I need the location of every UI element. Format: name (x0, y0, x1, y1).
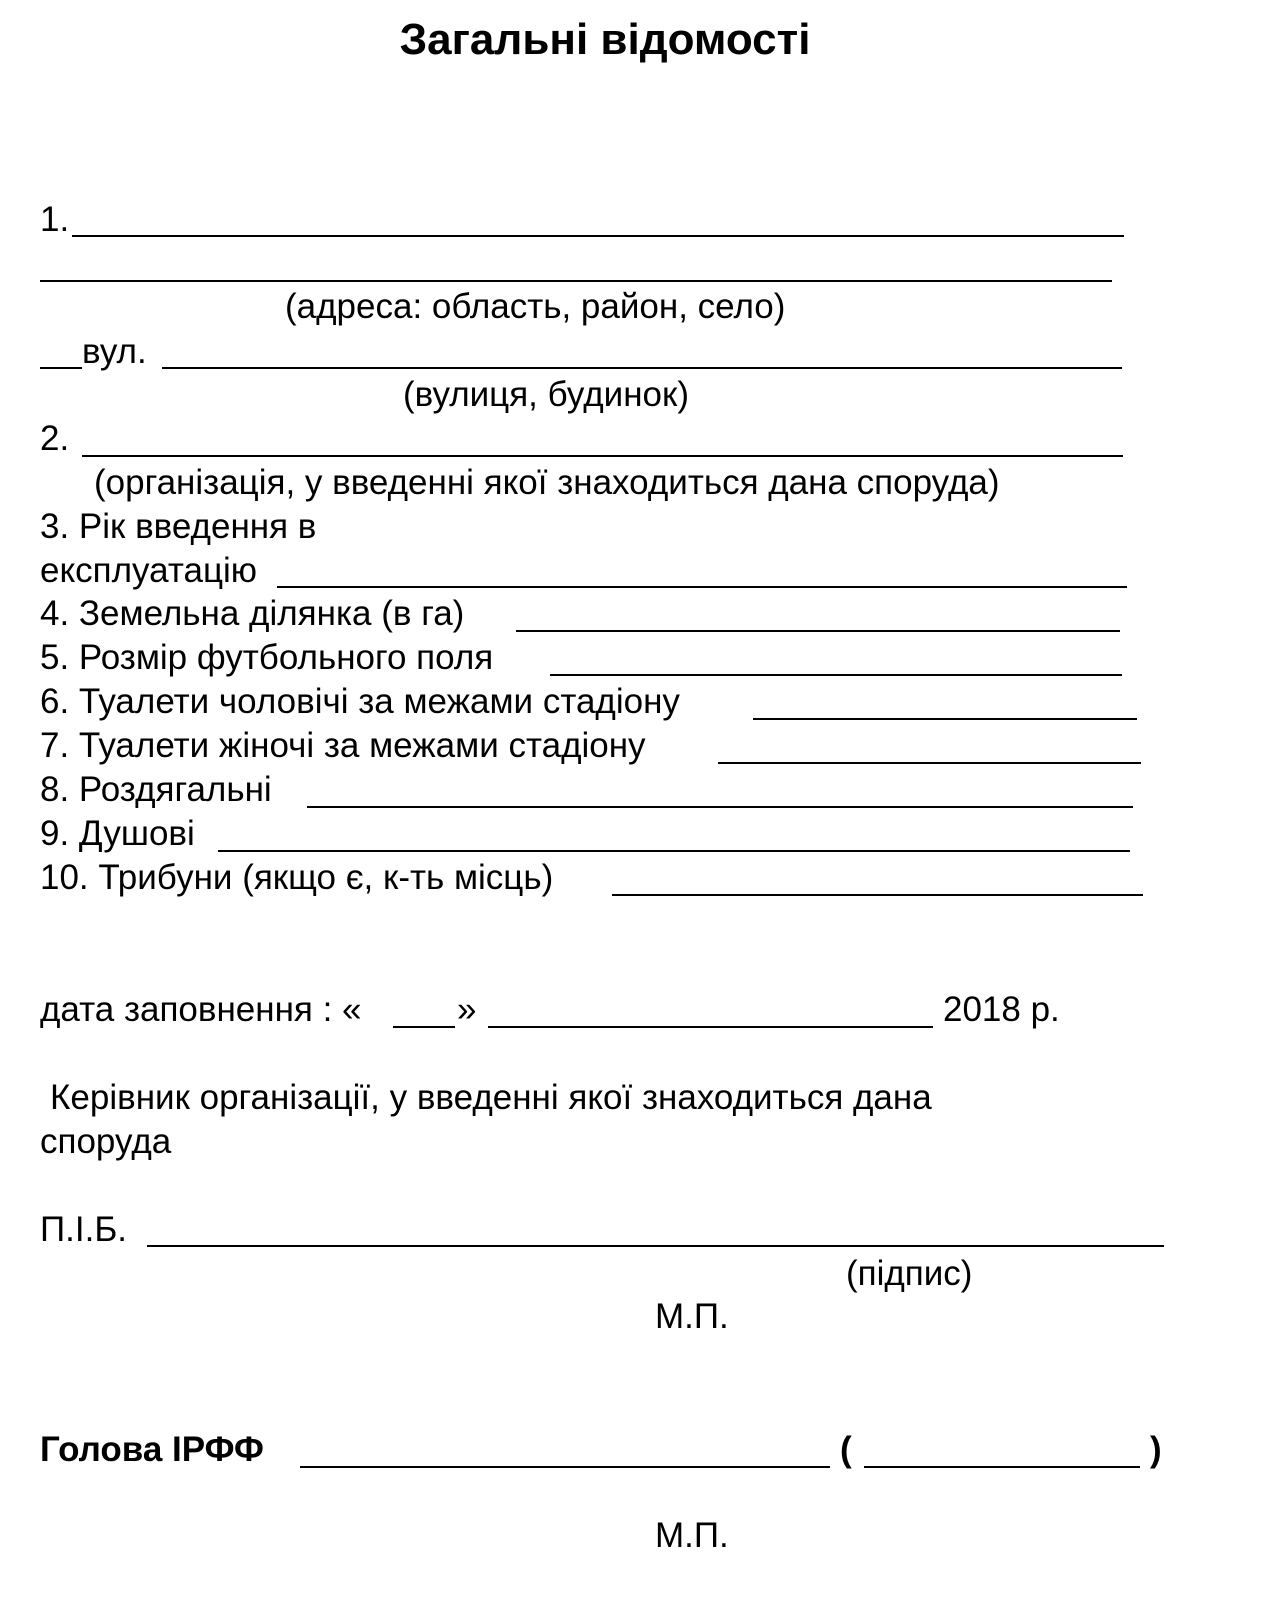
address-hint: (адреса: область, район, село) (285, 287, 786, 326)
manager-name-line[interactable] (147, 1245, 1164, 1247)
date-month-line[interactable] (488, 1026, 933, 1028)
signature-hint: (підпис) (846, 1254, 973, 1293)
date-day-line[interactable] (393, 1026, 455, 1028)
stands-line[interactable] (612, 894, 1143, 896)
item6-label: 6. Туалети чоловічі за межами стадіону (40, 682, 680, 721)
manager-text-line1: Керівник організації, у введенні якої знаходиться дана (50, 1078, 932, 1117)
head-label: Голова ІРФФ (40, 1430, 264, 1469)
street-prefix-line[interactable] (40, 367, 82, 369)
street-hint: (вулиця, будинок) (403, 375, 689, 414)
address-line-2[interactable] (40, 280, 1112, 282)
street-label: вул. (82, 332, 147, 371)
date-label: дата заповнення : « (40, 990, 362, 1029)
item8-label: 8. Роздягальні (40, 770, 272, 809)
head-name-line[interactable] (864, 1466, 1140, 1468)
address-line-1[interactable] (72, 235, 1124, 237)
changing-rooms-line[interactable] (307, 806, 1133, 808)
item5-label: 5. Розмір футбольного поля (40, 638, 494, 677)
street-line[interactable] (162, 367, 1122, 369)
womens-toilets-line[interactable] (718, 762, 1141, 764)
head-open-paren: ( (840, 1430, 852, 1469)
page-title: Загальні відомості (399, 15, 811, 64)
head-stamp-label: М.П. (655, 1516, 729, 1555)
organization-hint: (організація, у введенні якої знаходиться дана споруда) (94, 463, 1000, 502)
manager-stamp-label: М.П. (655, 1297, 729, 1336)
item4-label: 4. Земельна ділянка (в га) (40, 594, 465, 633)
item9-label: 9. Душові (40, 814, 195, 853)
name-label: П.І.Б. (40, 1210, 128, 1249)
land-plot-line[interactable] (516, 630, 1120, 632)
head-signature-line[interactable] (300, 1466, 830, 1468)
date-close-quote: » (457, 990, 477, 1029)
date-year: 2018 р. (943, 990, 1060, 1029)
showers-line[interactable] (218, 850, 1130, 852)
organization-line[interactable] (82, 455, 1123, 457)
manager-text-line2: споруда (40, 1122, 172, 1161)
item7-label: 7. Туалети жіночі за межами стадіону (40, 726, 646, 765)
item1-number: 1. (40, 200, 70, 239)
football-field-size-line[interactable] (550, 674, 1122, 676)
head-close-paren: ) (1150, 1430, 1162, 1469)
item3-label-line1: 3. Рік введення в (40, 507, 317, 546)
mens-toilets-line[interactable] (753, 718, 1137, 720)
commission-year-line[interactable] (277, 586, 1127, 588)
item3-label-line2: експлуатацію (40, 551, 258, 590)
item2-number: 2. (40, 419, 70, 458)
item10-label: 10. Трибуни (якщо є, к-ть місць) (40, 858, 554, 897)
